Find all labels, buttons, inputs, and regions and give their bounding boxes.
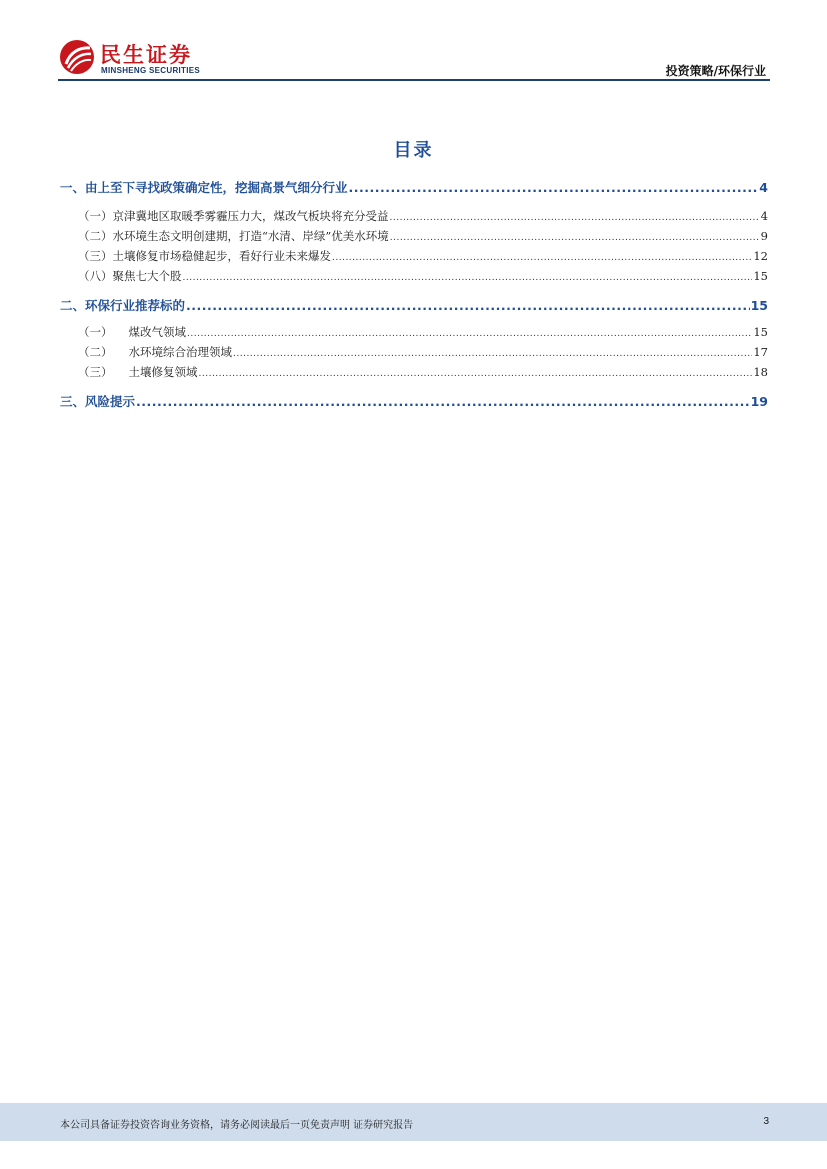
toc-entry-section-2[interactable] <box>60 296 768 314</box>
toc-entry-label: （三）土壤修复市场稳健起步，看好行业未来爆发 <box>78 249 331 263</box>
toc-entry-page: 17 <box>753 345 768 359</box>
toc-entry-section-3[interactable] <box>60 392 768 410</box>
toc-title: 目录 <box>393 140 434 161</box>
minsheng-logo-icon <box>58 38 96 76</box>
toc-entry-number: （一） <box>78 325 113 339</box>
logo-english-name: MINSHENG SECURITIES <box>101 66 201 75</box>
toc-entry-section-2-2[interactable] <box>60 344 768 360</box>
logo-chinese-name: 民生证券 <box>100 43 192 67</box>
toc-entry-section-2-3[interactable] <box>60 364 768 380</box>
toc-entry-page: 15 <box>753 269 768 283</box>
minsheng-logo <box>58 38 278 78</box>
toc-leader <box>233 349 752 359</box>
toc-entry-label: （二）水环境生态文明创建期，打造“水清、岸绿”优美水环境 <box>78 229 389 243</box>
toc-leader <box>187 329 752 339</box>
toc-entry-text: 煤改气领域 <box>128 325 186 339</box>
toc-entry-label: 二、环保行业推荐标的 <box>60 298 186 313</box>
toc-entry-page: 18 <box>753 365 768 379</box>
page-number: 3 <box>763 1116 769 1127</box>
toc-entry-section-1-8[interactable] <box>60 268 768 284</box>
toc-entry-text: 土壤修复领域 <box>128 365 198 379</box>
toc-entry-section-1-2[interactable] <box>60 228 768 244</box>
page-footer <box>0 1103 827 1141</box>
toc-entry-page: 4 <box>760 209 768 223</box>
toc-entry-section-2-1[interactable] <box>60 324 768 340</box>
toc-leader <box>136 394 750 409</box>
toc-entry-section-1-1[interactable] <box>60 208 768 224</box>
toc-entry-label: 三、风险提示 <box>60 394 136 409</box>
toc-entry-page: 15 <box>753 325 768 339</box>
toc-leader <box>390 213 760 223</box>
toc-entry-section-1-3[interactable] <box>60 248 768 264</box>
toc-entry-page: 19 <box>750 394 768 409</box>
toc-entry-text: 水环境综合治理领域 <box>128 345 232 359</box>
toc-entry-label <box>78 324 186 340</box>
toc-entry-number: （三） <box>78 365 113 379</box>
footer-disclaimer: 本公司具备证券投资咨询业务资格，请务必阅读最后一页免责声明 证券研究报告 <box>60 1120 414 1131</box>
report-category: 投资策略/环保行业 <box>665 64 766 78</box>
toc-entry-page: 15 <box>750 298 768 313</box>
toc-entry-label: 一、由上至下寻找政策确定性，挖掘高景气细分行业 <box>60 180 348 195</box>
toc-leader <box>332 253 752 263</box>
toc-leader <box>186 298 750 313</box>
toc-entry-page: 4 <box>759 180 768 195</box>
toc-entry-number: （二） <box>78 345 113 359</box>
header-rule <box>58 79 770 81</box>
toc-entry-page: 9 <box>760 229 768 243</box>
toc-entry-label: （八）聚焦七大个股 <box>78 269 182 283</box>
toc-entry-label <box>78 364 198 380</box>
page-header <box>58 36 770 80</box>
toc-leader <box>183 273 753 283</box>
toc-entry-label <box>78 344 232 360</box>
toc-leader <box>390 233 760 243</box>
toc-leader <box>199 369 753 379</box>
toc-entry-label: （一）京津冀地区取暖季雾霾压力大，煤改气板块将充分受益 <box>78 209 389 223</box>
toc-entry-section-1[interactable] <box>60 178 768 196</box>
toc-leader <box>349 180 759 195</box>
toc-entry-page: 12 <box>753 249 768 263</box>
